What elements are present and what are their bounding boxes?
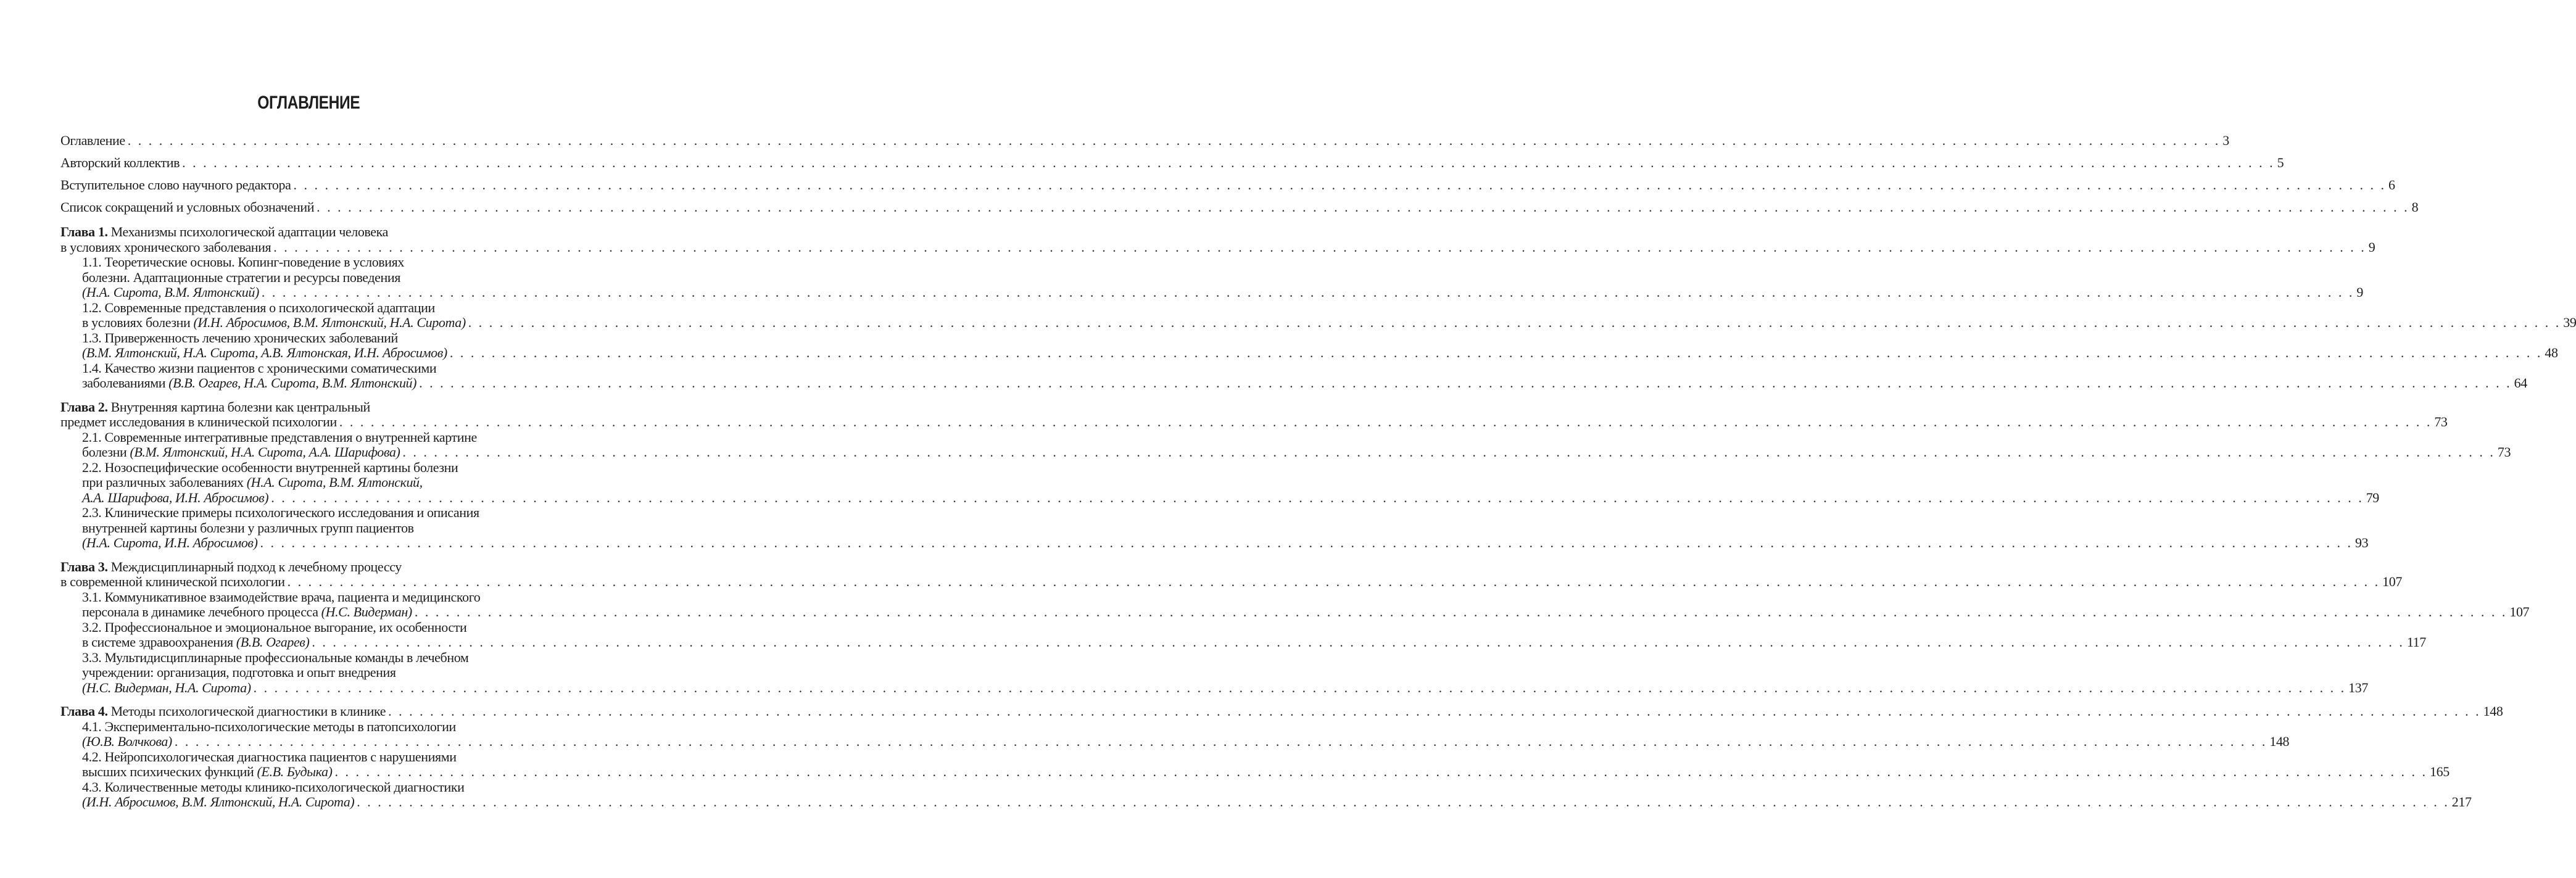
entry-text [82,795,354,810]
toc-entry-line [60,331,550,346]
entry-text [82,764,333,780]
entry-title-text: Оглавление [60,133,125,148]
entry-authors: (Н.С. Видерман) [321,604,412,619]
entry-text [82,445,400,460]
toc-entry[interactable] [60,299,2576,331]
page-number: 137 [2348,679,2368,695]
dot-leader: . . . . . . . . . . . . . . . . . . . . . . . . . . . . . . . . . . . . . . . . . . . . . . . . . . . . . . . . . . . . . . . . . . . . . . . . . . . . . . . . . . . . . . . . . . . . . . . . . . . . . . . . . . . . . . . . . . . . . . . . . . . . . . . . . . . . . . . . . . . . . . . . . . . . . . . . . . . . . . . . . . . . . . . . . . . . . . . . . . . . . . . . . . . . . . . . . . . . . . . . [182,155,2275,170]
entry-title-text: 1.1. Теоретические основы. Копинг-поведение в условиях [82,254,404,270]
toc-entry-line [60,133,2229,149]
toc-entry[interactable] [60,505,2369,551]
dot-leader: . . . . . . . . . . . . . . . . . . . . . . . . . . . . . . . . . . . . . . . . . . . . . . . . . . . . . . . . . . . . . . . . . . . . . . . . . . . . . . . . . . . . . . . . . . . . . . . . . . . . . . . . . . . . . . . . . . . . . . . . . . . . . . . . . . . . . . . . . . . . . . . . . . . . . . . . . . . . . . . . . . . . . . . . . . . . . . . . . . . . . . . . . . . . . . . . . . . . . . . . [312,634,2404,650]
chapter-label: Глава 1. [60,224,111,239]
toc-entry-line [60,764,2450,780]
chapter-group [60,224,2576,391]
entry-title-text: 2.2. Нозоспецифические особенности внутренней картины болезни [82,459,458,475]
entry-title-text: 4.3. Количественные методы клинико-психологической диагностики [82,779,465,795]
entry-text [60,133,125,149]
entry-text [82,255,404,270]
toc-entry-line [60,489,2379,506]
toc-entry[interactable] [60,558,2402,590]
page-number: 5 [2277,155,2284,170]
toc-entry-line [60,460,550,476]
entry-title-text: Вступительное слово научного редактора [60,177,291,193]
chapter-label: Глава 2. [60,399,111,415]
entry-text [82,505,479,521]
toc-entry-line [60,475,550,491]
entry-title-text: Методы психологической диагностики в клинике [110,703,386,719]
page-number: 9 [2368,239,2375,255]
entry-title-text: 3.3. Мультидисциплинарные профессиональные команды в лечебном [82,649,469,665]
page-number: 9 [2356,284,2363,300]
page-number: 217 [2451,794,2472,810]
toc-entry-line [60,505,550,521]
toc-entry[interactable] [60,155,2284,171]
entry-title-text: в современной клинической психологии [60,574,285,589]
entry-title-text: Механизмы психологической адаптации человека [110,224,388,239]
entry-text [82,300,435,316]
entry-title-text: заболеваниями [82,375,169,391]
entry-title-text: Внутренняя картина болезни как центральный [110,399,370,415]
entry-text [82,346,447,361]
toc-entry-line [60,604,2530,620]
entry-text [60,415,337,430]
toc-entry-line [60,719,550,735]
dot-leader: . . . . . . . . . . . . . . . . . . . . . . . . . . . . . . . . . . . . . . . . . . . . . . . . . . . . . . . . . . . . . . . . . . . . . . . . . . . . . . . . . . . . . . . . . . . . . . . . . . . . . . . . . . . . . . . . . . . . . . . . . . . . . . . . . . . . . . . . . . . . . . . . . . . . . . . . . . . . . . . . . . . . . . . . . . . . . . . . . . . . . . . . . . . . . . . . . . . . . . . . [468,315,2561,330]
entry-authors: (Ю.В. Волчкова) [82,734,172,749]
page-number: 73 [2497,444,2511,460]
toc-entry-line [60,590,550,605]
entry-title-text: персонала в динамике лечебного процесса [82,604,321,619]
toc-entry-line [60,177,2395,193]
entry-title-text: 3.1. Коммуникативное взаимодействие врача, пациента и медицинского [82,589,481,605]
dot-leader: . . . . . . . . . . . . . . . . . . . . . . . . . . . . . . . . . . . . . . . . . . . . . . . . . . . . . . . . . . . . . . . . . . . . . . . . . . . . . . . . . . . . . . . . . . . . . . . . . . . . . . . . . . . . . . . . . . . . . . . . . . . . . . . . . . . . . . . . . . . . . . . . . . . . . . . . . . . . . . . . . . . . . . . . . . . . . . . . . . . . . . . . . . . . . . . . . . . . . . . . [357,794,2450,810]
toc-entry-line [60,345,2558,361]
toc-entry-line [60,315,2576,331]
dot-leader: . . . . . . . . . . . . . . . . . . . . . . . . . . . . . . . . . . . . . . . . . . . . . . . . . . . . . . . . . . . . . . . . . . . . . . . . . . . . . . . . . . . . . . . . . . . . . . . . . . . . . . . . . . . . . . . . . . . . . . . . . . . . . . . . . . . . . . . . . . . . . . . . . . . . . . . . . . . . . . . . . . . . . . . . . . . . . . . . . . . . . . . . . . . . . . . . . . . . . . . . [388,703,2481,719]
toc-entry-line [60,155,2284,171]
toc-front-matter [60,133,2419,222]
dot-leader: . . . . . . . . . . . . . . . . . . . . . . . . . . . . . . . . . . . . . . . . . . . . . . . . . . . . . . . . . . . . . . . . . . . . . . . . . . . . . . . . . . . . . . . . . . . . . . . . . . . . . . . . . . . . . . . . . . . . . . . . . . . . . . . . . . . . . . . . . . . . . . . . . . . . . . . . . . . . . . . . . . . . . . . . . . . . . . . . . . . . . . . . . . . . . . . . . . . . . . . . [260,535,2353,550]
entry-text [82,750,457,765]
entry-text [82,780,465,795]
entry-authors: А.А. Шарифова, И.Н. Абросимов) [82,489,269,505]
dot-leader: . . . . . . . . . . . . . . . . . . . . . . . . . . . . . . . . . . . . . . . . . . . . . . . . . . . . . . . . . . . . . . . . . . . . . . . . . . . . . . . . . . . . . . . . . . . . . . . . . . . . . . . . . . . . . . . . . . . . . . . . . . . . . . . . . . . . . . . . . . . . . . . . . . . . . . . . . . . . . . . . . . . . . . . . . . . . . . . . . . . . . . . . . . . . . . . . . . . . . . . . [334,764,2428,779]
toc-entry[interactable] [60,133,2229,149]
page-number: 148 [2483,703,2503,719]
page-number: 79 [2366,489,2379,505]
toc-entry-line [60,780,550,795]
toc-entry[interactable] [60,459,2379,506]
toc-entry-line [60,430,550,445]
toc-entry[interactable] [60,703,2503,719]
page-number: 3 [2222,133,2229,148]
entry-text [82,734,172,750]
toc-entry[interactable] [60,224,2375,255]
entry-title-text: болезни [82,444,130,460]
entry-text [82,491,268,506]
toc-entry[interactable] [60,649,2368,696]
entry-authors: (Н.А. Сирота, В.М. Ялтонский) [82,284,259,300]
entry-text [60,200,314,215]
entry-title-text: Междисциплинарный подход к лечебному процессу [110,558,402,574]
dot-leader: . . . . . . . . . . . . . . . . . . . . . . . . . . . . . . . . . . . . . . . . . . . . . . . . . . . . . . . . . . . . . . . . . . . . . . . . . . . . . . . . . . . . . . . . . . . . . . . . . . . . . . . . . . . . . . . . . . . . . . . . . . . . . . . . . . . . . . . . . . . . . . . . . . . . . . . . . . . . . . . . . . . . . . . . . . . . . . . . . . . . . . . . . . . . . . . . . . . . . . . . [414,604,2508,619]
dot-leader: . . . . . . . . . . . . . . . . . . . . . . . . . . . . . . . . . . . . . . . . . . . . . . . . . . . . . . . . . . . . . . . . . . . . . . . . . . . . . . . . . . . . . . . . . . . . . . . . . . . . . . . . . . . . . . . . . . . . . . . . . . . . . . . . . . . . . . . . . . . . . . . . . . . . . . . . . . . . . . . . . . . . . . . . . . . . . . . . . . . . . . . . . . . . . . . . . . . . . . . . [449,345,2543,360]
entry-title-text: 1.3. Приверженность лечению хронических заболеваний [82,329,398,346]
entry-text [82,270,400,286]
entry-title-text: высших психических функций [82,764,257,779]
entry-text [82,285,259,300]
toc-entry[interactable] [60,199,2419,215]
toc-entry[interactable] [60,429,2511,460]
page-number: 93 [2355,535,2369,550]
toc-entry-line [60,270,550,286]
entry-text [82,376,416,391]
page-number: 64 [2514,375,2527,391]
page-number: 73 [2434,414,2448,429]
entry-title-text: предмет исследования в клинической психологии [60,414,337,429]
dot-leader: . . . . . . . . . . . . . . . . . . . . . . . . . . . . . . . . . . . . . . . . . . . . . . . . . . . . . . . . . . . . . . . . . . . . . . . . . . . . . . . . . . . . . . . . . . . . . . . . . . . . . . . . . . . . . . . . . . . . . . . . . . . . . . . . . . . . . . . . . . . . . . . . . . . . . . . . . . . . . . . . . . . . . . . . . . . . . . . . . . . . . . . . . . . . . . . . . . . . . . . . [261,284,2354,300]
entry-title-text: в условиях болезни [82,315,194,330]
toc-entry[interactable] [60,254,2363,300]
entry-text [82,681,251,696]
toc-entry-line [60,521,550,536]
toc-entry[interactable] [60,360,2527,391]
entry-text [82,331,398,346]
toc-entry-line [60,444,2511,460]
entry-text [82,361,436,376]
entry-authors: (В.М. Ялтонский, Н.А. Сирота, А.В. Ялтонская, И.Н. Абросимов) [82,345,447,360]
entry-authors: (Н.А. Сирота, И.Н. Абросимов) [82,535,258,550]
dot-leader: . . . . . . . . . . . . . . . . . . . . . . . . . . . . . . . . . . . . . . . . . . . . . . . . . . . . . . . . . . . . . . . . . . . . . . . . . . . . . . . . . . . . . . . . . . . . . . . . . . . . . . . . . . . . . . . . . . . . . . . . . . . . . . . . . . . . . . . . . . . . . . . . . . . . . . . . . . . . . . . . . . . . . . . . . . . . . . . . . . . . . . . . . . . . . . . . . . . . . . . . [253,679,2346,695]
entry-title-text: 3.2. Профессиональное и эмоциональное выгорание, их особенности [82,619,467,635]
entry-title-text: при различных заболеваниях [82,474,247,490]
entry-text [82,430,477,445]
entry-text [82,605,412,620]
toc-entry-line [60,225,550,240]
entry-text [82,460,458,476]
page-number: 48 [2545,345,2558,360]
entry-authors: (В.В. Огарев, Н.А. Сирота, В.М. Ялтонский) [168,375,417,391]
entry-authors: (Н.С. Видерман, Н.А. Сирота) [82,679,251,695]
toc-entry-line [60,400,550,415]
toc-entry-line [60,239,2375,255]
dot-leader: . . . . . . . . . . . . . . . . . . . . . . . . . . . . . . . . . . . . . . . . . . . . . . . . . . . . . . . . . . . . . . . . . . . . . . . . . . . . . . . . . . . . . . . . . . . . . . . . . . . . . . . . . . . . . . . . . . . . . . . . . . . . . . . . . . . . . . . . . . . . . . . . . . . . . . . . . . . . . . . . . . . . . . . . . . . . . . . . . . . . . . . . . . . . . . . . . . . . . . . . [273,239,2366,255]
entry-title-text: внутренней картины болезни у различных групп пациентов [82,520,414,536]
entry-title-text: 2.3. Клинические примеры психологического исследования и описания [82,505,479,520]
entry-authors: (В.М. Ялтонский, Н.А. Сирота, А.А. Шарифова) [130,444,400,460]
toc-entry-line [60,535,2369,551]
entry-authors: (Н.А. Сирота, В.М. Ялтонский, [246,474,423,490]
toc-entry-line [60,665,550,681]
page-number: 107 [2509,604,2530,619]
toc-entry-line [60,634,2426,650]
entry-text [60,155,180,171]
chapter-label: Глава 4. [60,703,111,719]
entry-text [60,560,402,575]
dot-leader: . . . . . . . . . . . . . . . . . . . . . . . . . . . . . . . . . . . . . . . . . . . . . . . . . . . . . . . . . . . . . . . . . . . . . . . . . . . . . . . . . . . . . . . . . . . . . . . . . . . . . . . . . . . . . . . . . . . . . . . . . . . . . . . . . . . . . . . . . . . . . . . . . . . . . . . . . . . . . . . . . . . . . . . . . . . . . . . . . . . . . . . . . . . . . . . . . . . . . . . . [317,199,2409,215]
entry-text [82,315,466,331]
dot-leader: . . . . . . . . . . . . . . . . . . . . . . . . . . . . . . . . . . . . . . . . . . . . . . . . . . . . . . . . . . . . . . . . . . . . . . . . . . . . . . . . . . . . . . . . . . . . . . . . . . . . . . . . . . . . . . . . . . . . . . . . . . . . . . . . . . . . . . . . . . . . . . . . . . . . . . . . . . . . . . . . . . . . . . . . . . . . . . . . . . . . . . . . . . . . . . . . . . . . . . . . [419,375,2512,391]
chapter-group [60,558,2530,696]
entry-title-text: 2.1. Современные интегративные представления о внутренней картине [82,429,477,445]
entry-title-text: учреждении: организация, подготовка и опыт внедрения [82,665,396,680]
toc-entry-line [60,414,2448,430]
dot-leader: . . . . . . . . . . . . . . . . . . . . . . . . . . . . . . . . . . . . . . . . . . . . . . . . . . . . . . . . . . . . . . . . . . . . . . . . . . . . . . . . . . . . . . . . . . . . . . . . . . . . . . . . . . . . . . . . . . . . . . . . . . . . . . . . . . . . . . . . . . . . . . . . . . . . . . . . . . . . . . . . . . . . . . . . . . . . . . . . . . . . . . . . . . . . . . . . . . . . . . . . [402,444,2495,460]
entry-text [82,475,423,491]
entry-authors: (И.Н. Абросимов, В.М. Ялтонский, Н.А. Сирота) [193,315,466,330]
toc-entry[interactable] [60,329,2558,361]
entry-authors: (Е.В. Будыка) [257,764,333,779]
chapter-group [60,399,2511,551]
dot-leader: . . . . . . . . . . . . . . . . . . . . . . . . . . . . . . . . . . . . . . . . . . . . . . . . . . . . . . . . . . . . . . . . . . . . . . . . . . . . . . . . . . . . . . . . . . . . . . . . . . . . . . . . . . . . . . . . . . . . . . . . . . . . . . . . . . . . . . . . . . . . . . . . . . . . . . . . . . . . . . . . . . . . . . . . . . . . . . . . . . . . . . . . . . . . . . . . . . . . . . . . [293,177,2386,193]
toc-entry[interactable] [60,619,2426,650]
toc-chapters [60,224,2576,819]
page-number: 148 [2269,734,2290,749]
entry-text [82,521,414,536]
dot-leader: . . . . . . . . . . . . . . . . . . . . . . . . . . . . . . . . . . . . . . . . . . . . . . . . . . . . . . . . . . . . . . . . . . . . . . . . . . . . . . . . . . . . . . . . . . . . . . . . . . . . . . . . . . . . . . . . . . . . . . . . . . . . . . . . . . . . . . . . . . . . . . . . . . . . . . . . . . . . . . . . . . . . . . . . . . . . . . . . . . . . . . . . . . . . . . . . . . . . . . . . [339,414,2432,429]
entry-text [60,240,271,255]
toc-entry-line [60,574,2402,590]
page-title: ОГЛАВЛЕНИЕ [257,93,360,113]
entry-text [82,620,466,636]
entry-title-text: Список сокращений и условных обозначений [60,199,315,215]
toc-entry-line [60,703,2503,719]
dot-leader: . . . . . . . . . . . . . . . . . . . . . . . . . . . . . . . . . . . . . . . . . . . . . . . . . . . . . . . . . . . . . . . . . . . . . . . . . . . . . . . . . . . . . . . . . . . . . . . . . . . . . . . . . . . . . . . . . . . . . . . . . . . . . . . . . . . . . . . . . . . . . . . . . . . . . . . . . . . . . . . . . . . . . . . . . . . . . . . . . . . . . . . . . . . . . . . . . . . . . . . . [174,734,2267,749]
toc-entry-line [60,750,550,765]
entry-text [82,536,258,551]
entry-text [60,225,388,240]
toc-entry[interactable] [60,589,2530,620]
toc-entry-line [60,679,2368,696]
entry-authors: (И.Н. Абросимов, В.М. Ялтонский, Н.А. Сирота) [82,794,355,810]
entry-text [82,635,309,650]
toc-entry[interactable] [60,718,2290,750]
entry-text [82,719,456,735]
chapter-group [60,703,2503,810]
toc-entry[interactable] [60,399,2448,430]
page-number: 8 [2411,199,2419,215]
toc-entry-line [60,199,2419,215]
toc-entry-line [60,650,550,666]
toc-entry-line [60,794,2472,810]
entry-title-text: в системе здравоохранения [82,634,236,650]
entry-text [60,178,291,193]
toc-entry-line [60,620,550,636]
toc-entry-line [60,284,2363,300]
toc-entry-line [60,361,550,376]
dot-leader: . . . . . . . . . . . . . . . . . . . . . . . . . . . . . . . . . . . . . . . . . . . . . . . . . . . . . . . . . . . . . . . . . . . . . . . . . . . . . . . . . . . . . . . . . . . . . . . . . . . . . . . . . . . . . . . . . . . . . . . . . . . . . . . . . . . . . . . . . . . . . . . . . . . . . . . . . . . . . . . . . . . . . . . . . . . . . . . . . . . . . . . . . . . . . . . . . . . . . . . . [271,489,2364,505]
toc-entry[interactable] [60,779,2472,810]
dot-leader: . . . . . . . . . . . . . . . . . . . . . . . . . . . . . . . . . . . . . . . . . . . . . . . . . . . . . . . . . . . . . . . . . . . . . . . . . . . . . . . . . . . . . . . . . . . . . . . . . . . . . . . . . . . . . . . . . . . . . . . . . . . . . . . . . . . . . . . . . . . . . . . . . . . . . . . . . . . . . . . . . . . . . . . . . . . . . . . . . . . . . . . . . . . . . . . . . . . . . . . . [287,574,2380,589]
dot-leader: . . . . . . . . . . . . . . . . . . . . . . . . . . . . . . . . . . . . . . . . . . . . . . . . . . . . . . . . . . . . . . . . . . . . . . . . . . . . . . . . . . . . . . . . . . . . . . . . . . . . . . . . . . . . . . . . . . . . . . . . . . . . . . . . . . . . . . . . . . . . . . . . . . . . . . . . . . . . . . . . . . . . . . . . . . . . . . . . . . . . . . . . . . . . . . . . . . . . . . . . [127,133,2221,148]
entry-title-text: болезни. Адаптационные стратегии и ресурсы поведения [82,269,400,285]
entry-text [82,590,480,605]
toc-entry[interactable] [60,748,2450,780]
toc-entry-line [60,375,2527,391]
chapter-label: Глава 3. [60,558,111,574]
toc-entry-line [60,300,550,316]
toc-entry[interactable] [60,177,2395,193]
toc-entry-line [60,255,550,270]
page-number: 165 [2430,764,2450,779]
page-number: 6 [2388,177,2395,193]
entry-title-text: 4.2. Нейропсихологическая диагностика пациентов с нарушениями [82,748,457,764]
toc-entry-line [60,734,2290,750]
page-number: 107 [2382,574,2402,589]
page-number: 117 [2406,634,2426,650]
entry-text [60,704,386,719]
entry-title-text: 1.4. Качество жизни пациентов с хроническими соматическими [82,360,437,376]
entry-text [82,665,396,681]
page-number: 39 [2563,315,2576,330]
entry-text [60,574,285,590]
entry-text [60,400,370,415]
entry-title-text: Авторский коллектив [60,155,180,170]
entry-authors: (В.В. Огарев) [236,634,310,650]
entry-title-text: 1.2. Современные представления о психологической адаптации [82,299,435,315]
entry-title-text: 4.1. Экспериментально-психологические методы в патопсихологии [82,718,456,734]
entry-text [82,650,468,666]
toc-entry-line [60,560,550,575]
entry-title-text: в условиях хронического заболевания [60,239,271,255]
